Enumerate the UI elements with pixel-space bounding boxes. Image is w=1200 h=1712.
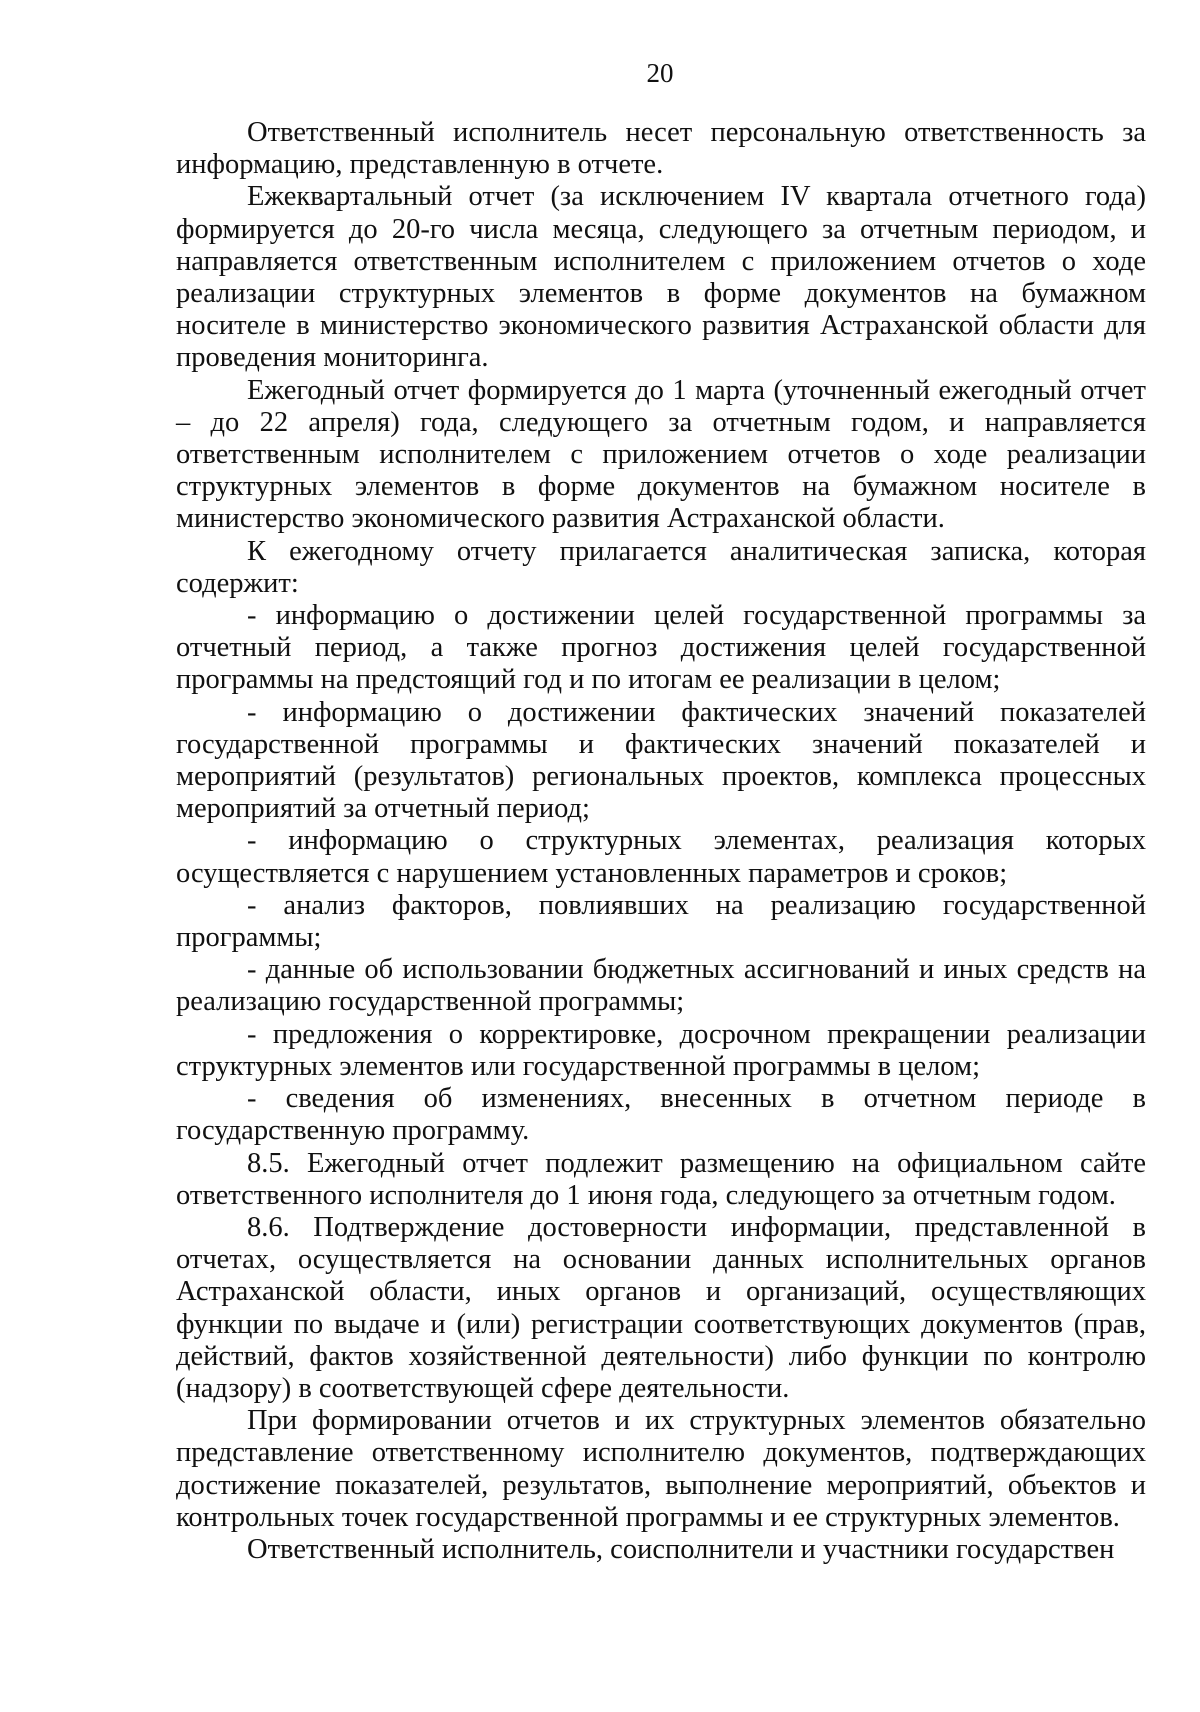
document-body	[176, 117, 1146, 1566]
paragraph-8-5: 8.5. Ежегодный отчет подлежит размещению на официальном сайте ответственного исполнителя до 1 июня года, следующего за отчетным годом.	[176, 1147, 1146, 1211]
paragraph-annual-report: Ежегодный отчет формируется до 1 марта (уточненный ежегодный отчет – до 22 апреля) года, следующего за отчетным годом, и направляется ответственным исполнителем с приложением отчетов о ходе реализации структурных элементов в форме документов на бумажном носителе в министерство экономического развития Астраханской области.	[176, 374, 1146, 535]
list-item-factors: - анализ факторов, повлиявших на реализацию государственной программы;	[176, 889, 1146, 954]
paragraph-analytical-note: К ежегодному отчету прилагается аналитическая записка, которая содержит:	[176, 535, 1146, 599]
page-number: 20	[646, 58, 674, 88]
paragraph-documents-required: При формировании отчетов и их структурных элементов обязательно представление ответственному исполнителю документов, подтверждающих достижение показателей, результатов, выполнение мероприятий, объектов и контрольных точек государственной программы и ее структурных элементов.	[176, 1405, 1146, 1533]
list-item-indicators: - информацию о достижении фактических значений показателей государственной программы и фактических значений показателей и мероприятий (результатов) региональных проектов, комплекса процессных мероприятий за отчетный период;	[176, 696, 1146, 825]
paragraph-quarterly-report: Ежеквартальный отчет (за исключением IV квартала отчетного года) формируется до 20-го числа месяца, следующего за отчетным периодом, и направляется ответственным исполнителем с приложением отчетов о ходе реализации структурных элементов в форме документов на бумажном носителе в министерство экономического развития Астраханской области для проведения мониторинга.	[176, 181, 1146, 374]
paragraph-8-6: 8.6. Подтверждение достоверности информации, представленной в отчетах, осуществляется на основании данных исполнительных органов Астраханской области, иных органов и организаций, осуществляющих функции по выдаче и (или) регистрации соответствующих документов (прав, действий, фактов хозяйственной деятельности) либо функции по контролю (надзору) в соответствующей сфере деятельности.	[176, 1211, 1146, 1404]
list-item-proposals: - предложения о корректировке, досрочном прекращении реализации структурных элементов или государственной программы в целом;	[176, 1018, 1146, 1082]
list-item-changes: - сведения об изменениях, внесенных в отчетном периоде в государственную программу.	[176, 1083, 1146, 1147]
list-item-budget: - данные об использовании бюджетных ассигнований и иных средств на реализацию государственной программы;	[176, 954, 1146, 1018]
list-item-structural-elements: - информацию о структурных элементах, реализация которых осуществляется с нарушением установленных параметров и сроков;	[176, 825, 1146, 889]
paragraph-continuation: Ответственный исполнитель, соисполнители и участники государствен	[247, 1533, 1115, 1565]
paragraph-responsibility: Ответственный исполнитель несет персональную ответственность за информацию, представленную в отчете.	[176, 117, 1146, 181]
list-item-goals: - информацию о достижении целей государственной программы за отчетный период, а также прогноз достижения целей государственной программы на предстоящий год и по итогам ее реализации в целом;	[176, 600, 1146, 696]
